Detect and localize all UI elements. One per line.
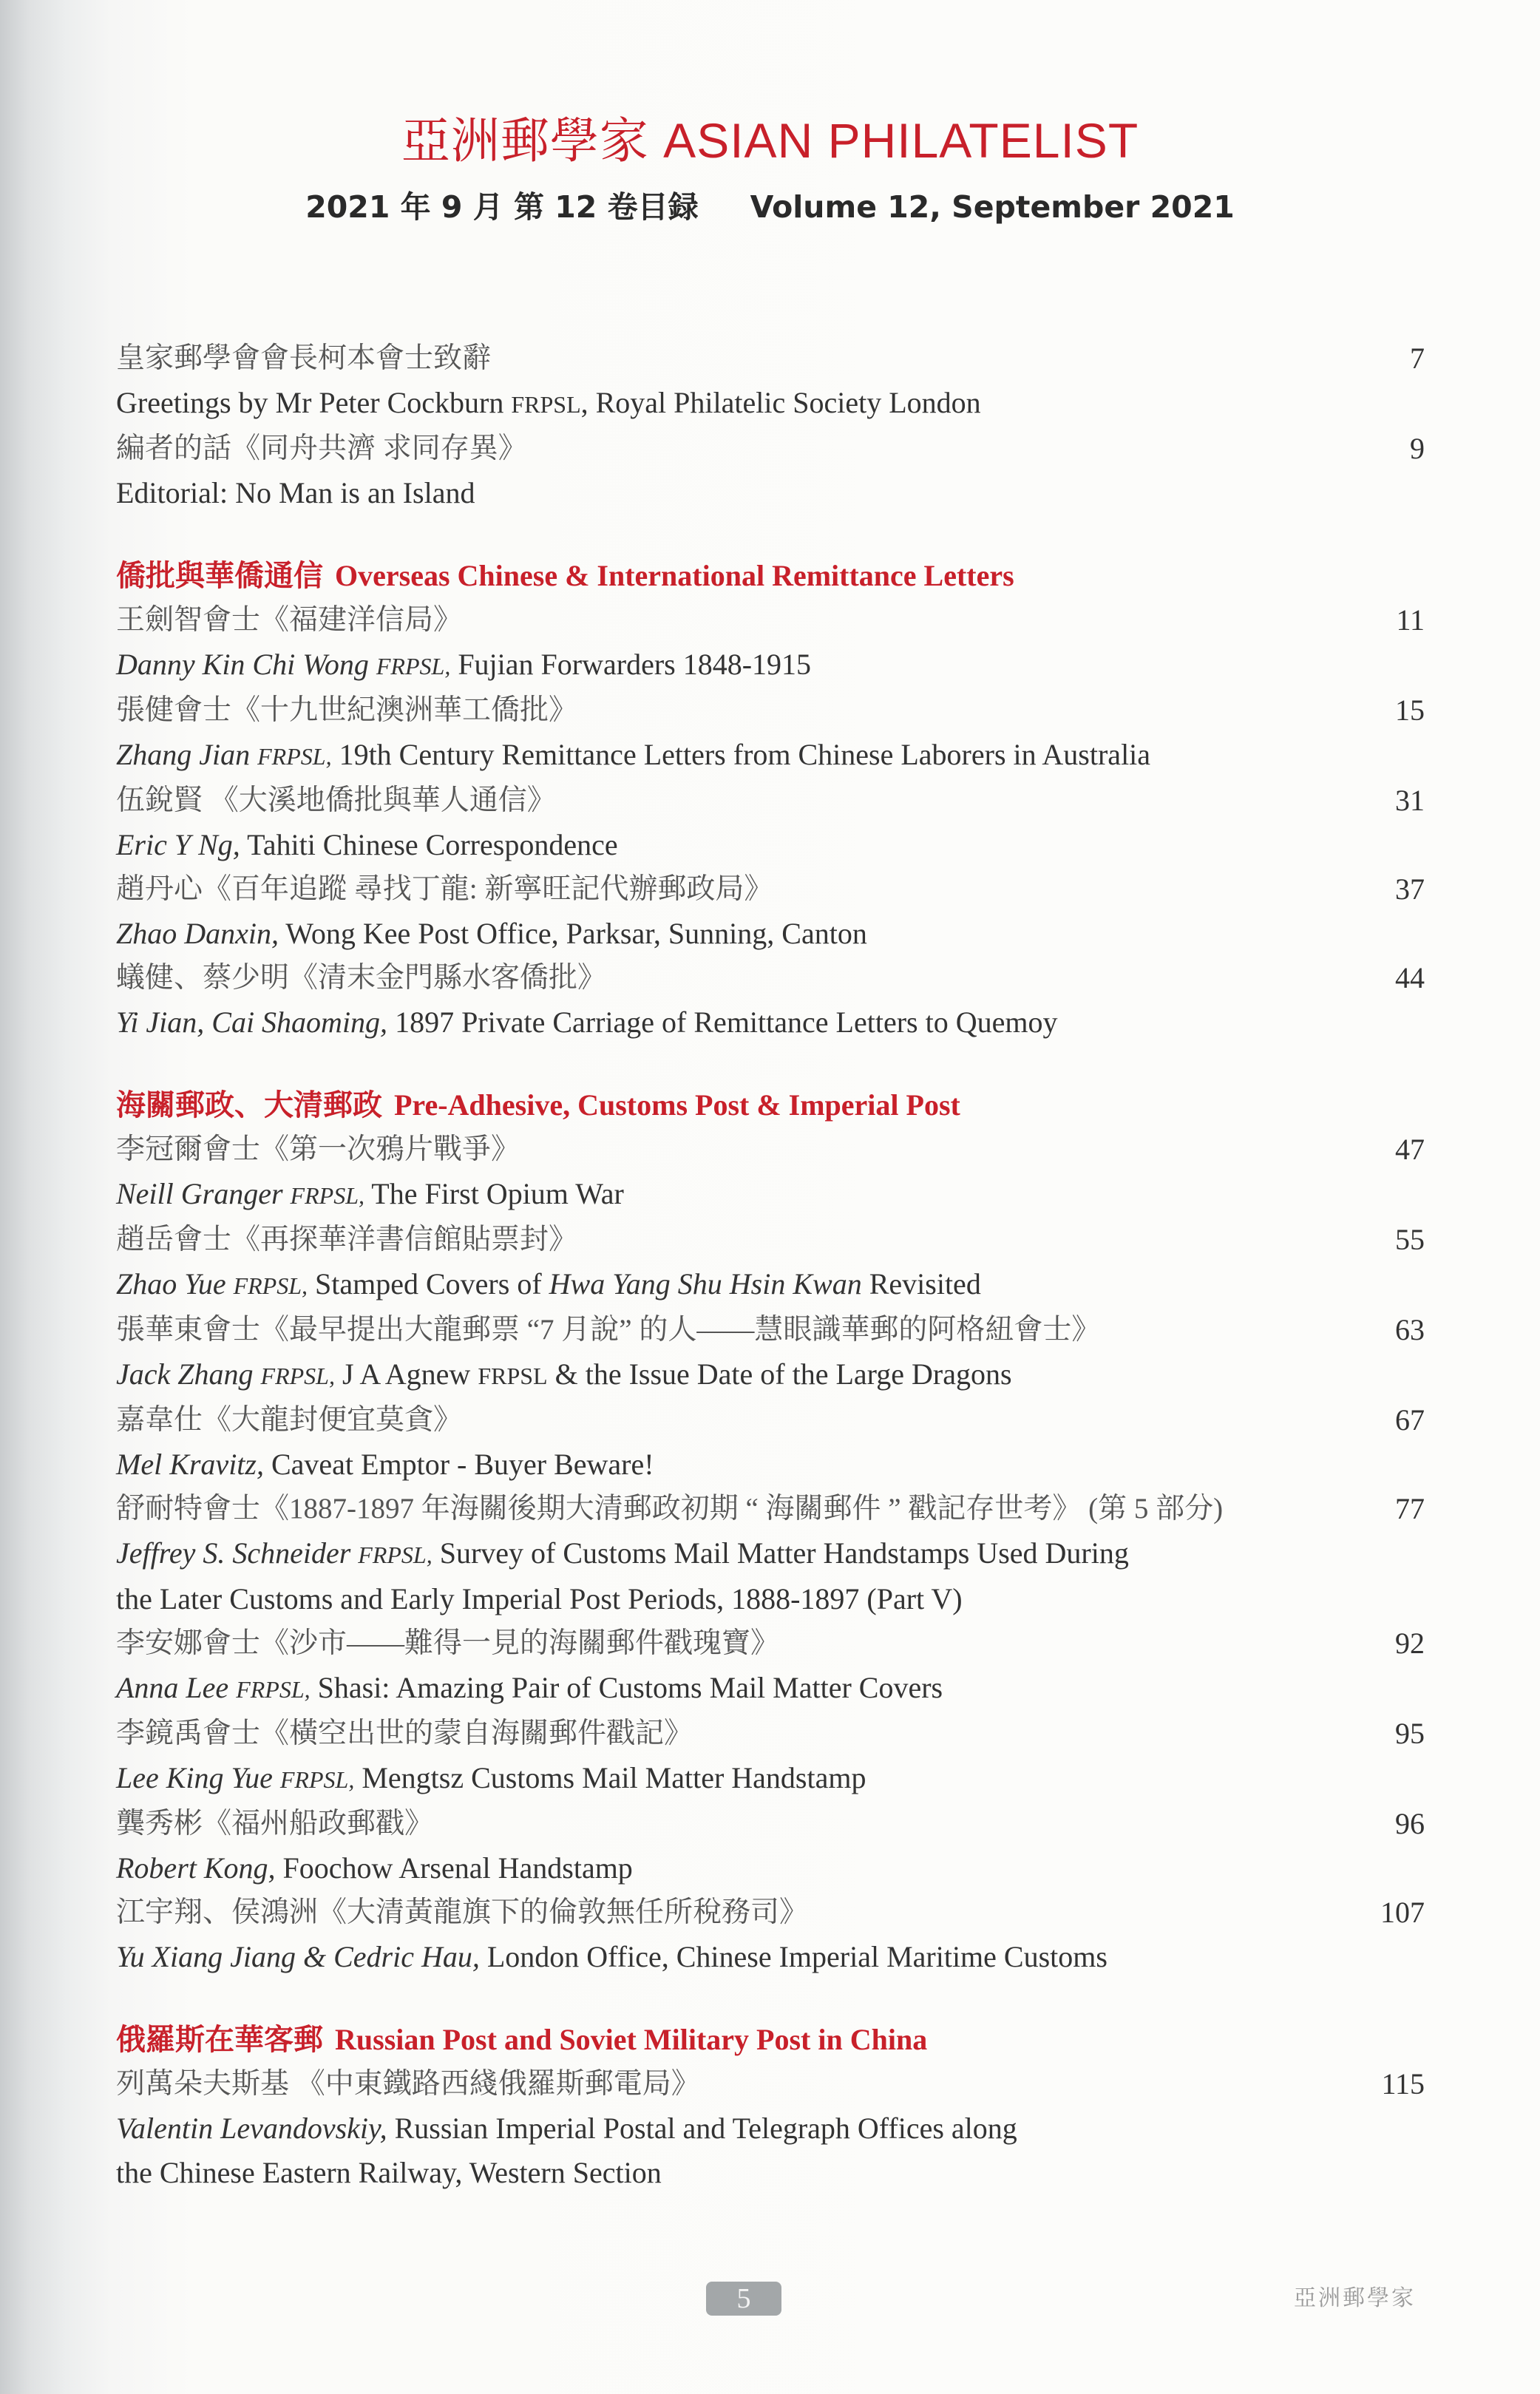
section-heading: [116, 1083, 1425, 1128]
entry-author-part: Hwa Yang Shu Hsin Kwan: [549, 1267, 862, 1301]
masthead: [0, 111, 1540, 228]
entry-title-en: [116, 1935, 1425, 1979]
toc-entry: [116, 1218, 1425, 1308]
entry-title-cn: 蟻健、蔡少明《清末金門縣水客僑批》: [116, 962, 607, 994]
entry-text-part: Stamped Covers of: [308, 1267, 549, 1301]
entry-author-part: FRPSL,: [260, 1363, 335, 1389]
entry-text-part: J A Agnew: [334, 1357, 478, 1391]
entry-text-part: Wong Kee Post Office, Parksar, Sunning, Canton: [279, 917, 867, 950]
entry-title-en: [116, 1262, 1425, 1308]
entry-author-part: FRPSL,: [257, 743, 332, 770]
page-number-badge: 5: [706, 2282, 781, 2316]
entry-text-part: FRPSL: [478, 1363, 548, 1389]
entry-page-number: 7: [1410, 342, 1425, 375]
toc-entry: [116, 1712, 1425, 1802]
entry-title-cn: 皇家郵學會會長柯本會士致辭: [116, 342, 492, 374]
entry-page-number: 9: [1410, 432, 1425, 465]
toc-section: [116, 2018, 1425, 2195]
entry-title-en: [116, 1172, 1425, 1218]
entry-author-part: Valentin Levandovskiy,: [116, 2112, 387, 2145]
entry-title-en: [116, 1756, 1425, 1802]
entry-title-cn: 趙丹心《百年追蹤 尋找丁龍: 新寧旺記代辦郵政局》: [116, 873, 773, 905]
entry-title-en-continued: the Later Customs and Early Imperial Post Periods, 1888-1897 (Part V): [116, 1582, 963, 1615]
entry-title-en: [116, 823, 1425, 867]
section-heading: [116, 554, 1425, 598]
entry-author-part: Yu Xiang Jiang & Cedric Hau,: [116, 1940, 480, 1973]
entry-title-cn: 李安娜會士《沙市——難得一見的海關郵件戳瑰寶》: [116, 1627, 780, 1659]
entry-title-en: [116, 471, 1425, 515]
entry-author-part: FRPSL,: [236, 1676, 311, 1703]
toc-entry: [116, 1128, 1425, 1218]
entry-title-en-continued: the Chinese Eastern Railway, Western Section: [116, 2156, 662, 2189]
entry-title-cn: 江宇翔、侯鴻洲《大清黃龍旗下的倫敦無任所稅務司》: [116, 1896, 809, 1928]
entry-text-part: 19th Century Remittance Letters from Chinese Laborers in Australia: [331, 738, 1151, 771]
entry-page-number: 31: [1395, 784, 1425, 817]
entry-author-part: FRPSL,: [358, 1542, 433, 1568]
entry-text-part: & the Issue Date of the Large Dragons: [547, 1357, 1012, 1391]
entry-page-number: 95: [1395, 1717, 1425, 1750]
entry-text-part: Greetings by Mr Peter Cockburn: [116, 386, 512, 419]
entry-text-part: Caveat Emptor - Buyer Beware!: [263, 1448, 654, 1481]
toc-entry: [116, 2062, 1425, 2195]
toc-entry: [116, 779, 1425, 867]
entry-author-part: Mel Kravitz,: [116, 1448, 264, 1481]
entry-author-part: Danny Kin Chi Wong: [116, 648, 376, 681]
journal-title: 亞洲郵學家 ASIAN PHILATELIST: [401, 113, 1139, 168]
entry-text-part: Survey of Customs Mail Matter Handstamps Used During: [432, 1536, 1129, 1570]
entry-author-part: Jack Zhang: [116, 1357, 261, 1391]
entry-page-number: 67: [1395, 1403, 1425, 1437]
entry-title-cn: 伍銳賢 《大溪地僑批與華人通信》: [116, 784, 556, 816]
entry-title-en: [116, 2106, 1425, 2151]
entry-page-number: 11: [1396, 603, 1425, 637]
toc-entry: [116, 1398, 1425, 1487]
entry-title-cn: 列萬朵夫斯基 《中東鐵路西綫俄羅斯郵電局》: [116, 2068, 700, 2100]
entry-title-cn: 嘉韋仕《大龍封便宜莫貪》: [116, 1404, 463, 1436]
toc-entry: [116, 427, 1425, 515]
entry-page-number: 77: [1395, 1492, 1425, 1525]
entry-text-part: 1897 Private Carriage of Remittance Letters to Quemoy: [387, 1006, 1058, 1039]
entry-text-part: Russian Imperial Postal and Telegraph Offices along: [387, 2112, 1017, 2145]
entry-title-cn: 趙岳會士《再探華洋書信館貼票封》: [116, 1224, 578, 1255]
entry-author-part: Neill Granger: [116, 1177, 291, 1210]
entry-author-part: Lee King Yue: [116, 1761, 280, 1794]
entry-author-part: Yi Jian, Cai Shaoming,: [116, 1006, 388, 1039]
entry-title-cn: 王劍智會士《福建洋信局》: [116, 604, 463, 636]
entry-title-en: [116, 1000, 1425, 1045]
entry-title-en: [116, 912, 1425, 956]
entry-page-number: 44: [1395, 961, 1425, 994]
entry-text-part: FRPSL: [511, 391, 581, 418]
toc-entry: [116, 867, 1425, 956]
entry-title-cn: 龔秀彬《福州船政郵戳》: [116, 1808, 434, 1839]
toc-entry: [116, 688, 1425, 779]
entry-text-part: Shasi: Amazing Pair of Customs Mail Matter Covers: [310, 1671, 943, 1704]
entry-page-number: 115: [1381, 2067, 1425, 2100]
entry-author-part: Zhang Jian: [116, 738, 258, 771]
entry-title-cn: 編者的話《同舟共濟 求同存異》: [116, 433, 527, 464]
entry-page-number: 63: [1395, 1313, 1425, 1346]
entry-text-part: The First Opium War: [364, 1177, 624, 1210]
entry-page-number: 37: [1395, 872, 1425, 906]
intro-section: [116, 336, 1425, 515]
entry-title-cn: 李冠爾會士《第一次鴉片戰爭》: [116, 1133, 520, 1165]
toc-entry: [116, 1487, 1425, 1621]
entry-text-part: Mengtsz Customs Mail Matter Handstamp: [354, 1761, 866, 1794]
entry-text-part: , Royal Philatelic Society London: [580, 386, 981, 419]
toc-section: [116, 1083, 1425, 1979]
entry-page-number: 47: [1395, 1133, 1425, 1166]
entry-author-part: Eric Y Ng,: [116, 828, 240, 861]
entry-text-part: Editorial: No Man is an Island: [116, 476, 475, 509]
toc-entry: [116, 1891, 1425, 1979]
toc-entry: [116, 956, 1425, 1045]
toc-entry: [116, 336, 1425, 427]
entry-text-part: London Office, Chinese Imperial Maritime Customs: [479, 1940, 1107, 1973]
entry-author-part: Robert Kong,: [116, 1851, 276, 1885]
entry-title-cn: 舒耐特會士《1887-1897 年海關後期大清郵政初期 “ 海關郵件 ” 戳記存世考》 (第 5 部分): [116, 1493, 1224, 1525]
entry-author-part: FRPSL,: [279, 1766, 355, 1793]
entry-text-part: Revisited: [861, 1267, 981, 1301]
entry-title-cn: 張華東會士《最早提出大龍郵票 “7 月說” 的人——慧眼識華郵的阿格紐會士》: [116, 1314, 1101, 1346]
section-heading-cn: 俄羅斯在華客郵: [116, 2023, 323, 2056]
entry-author-part: Zhao Danxin,: [116, 917, 279, 950]
section-heading-cn: 海關郵政、大清郵政: [116, 1088, 382, 1122]
section-heading-en: Pre-Adhesive, Customs Post & Imperial Post: [394, 1088, 960, 1122]
entry-page-number: 15: [1395, 694, 1425, 727]
entry-author-part: Anna Lee: [116, 1671, 237, 1704]
table-of-contents: [116, 336, 1425, 2234]
entry-title-en: [116, 1846, 1425, 1891]
entry-title-en: [116, 1442, 1425, 1487]
entry-author-part: Zhao Yue: [116, 1267, 234, 1301]
toc-entry: [116, 598, 1425, 688]
entry-title-en: [116, 1531, 1425, 1577]
entry-page-number: 107: [1380, 1896, 1425, 1929]
section-heading-en: Russian Post and Soviet Military Post in China: [335, 2023, 928, 2056]
entry-page-number: 96: [1395, 1807, 1425, 1840]
footer-brand: 亞洲郵學家: [1294, 2286, 1416, 2310]
section-heading-en: Overseas Chinese & International Remittance Letters: [335, 559, 1014, 592]
issue-line: [0, 186, 1540, 228]
issue-line-en: Volume 12, September 2021: [750, 189, 1235, 225]
toc-section: [116, 554, 1425, 1045]
entry-author-part: Jeffrey S. Schneider: [116, 1536, 359, 1570]
issue-line-cn: 2021 年 9 月 第 12 卷目録: [305, 189, 699, 225]
entry-title-cn: 張健會士《十九世紀澳洲華工僑批》: [116, 694, 578, 726]
entry-text-part: Fujian Forwarders 1848-1915: [450, 648, 812, 681]
entry-title-en: [116, 1666, 1425, 1712]
entry-page-number: 92: [1395, 1627, 1425, 1660]
toc-entry: [116, 1308, 1425, 1398]
entry-title-cn: 李鏡禹會士《橫空出世的蒙自海關郵件戳記》: [116, 1717, 693, 1749]
entry-page-number: 55: [1395, 1223, 1425, 1256]
entry-title-en: [116, 733, 1425, 779]
entry-title-en: [116, 642, 1425, 688]
toc-entry: [116, 1802, 1425, 1891]
section-heading-cn: 僑批與華僑通信: [116, 559, 323, 592]
entry-title-en: [116, 381, 1425, 427]
entry-author-part: FRPSL,: [233, 1272, 308, 1299]
entry-text-part: Foochow Arsenal Handstamp: [275, 1851, 633, 1885]
section-heading: [116, 2018, 1425, 2062]
entry-title-en: [116, 1352, 1425, 1398]
entry-text-part: Tahiti Chinese Correspondence: [240, 828, 618, 861]
entry-author-part: FRPSL,: [290, 1182, 364, 1209]
entry-author-part: FRPSL,: [376, 653, 451, 679]
toc-entry: [116, 1621, 1425, 1712]
